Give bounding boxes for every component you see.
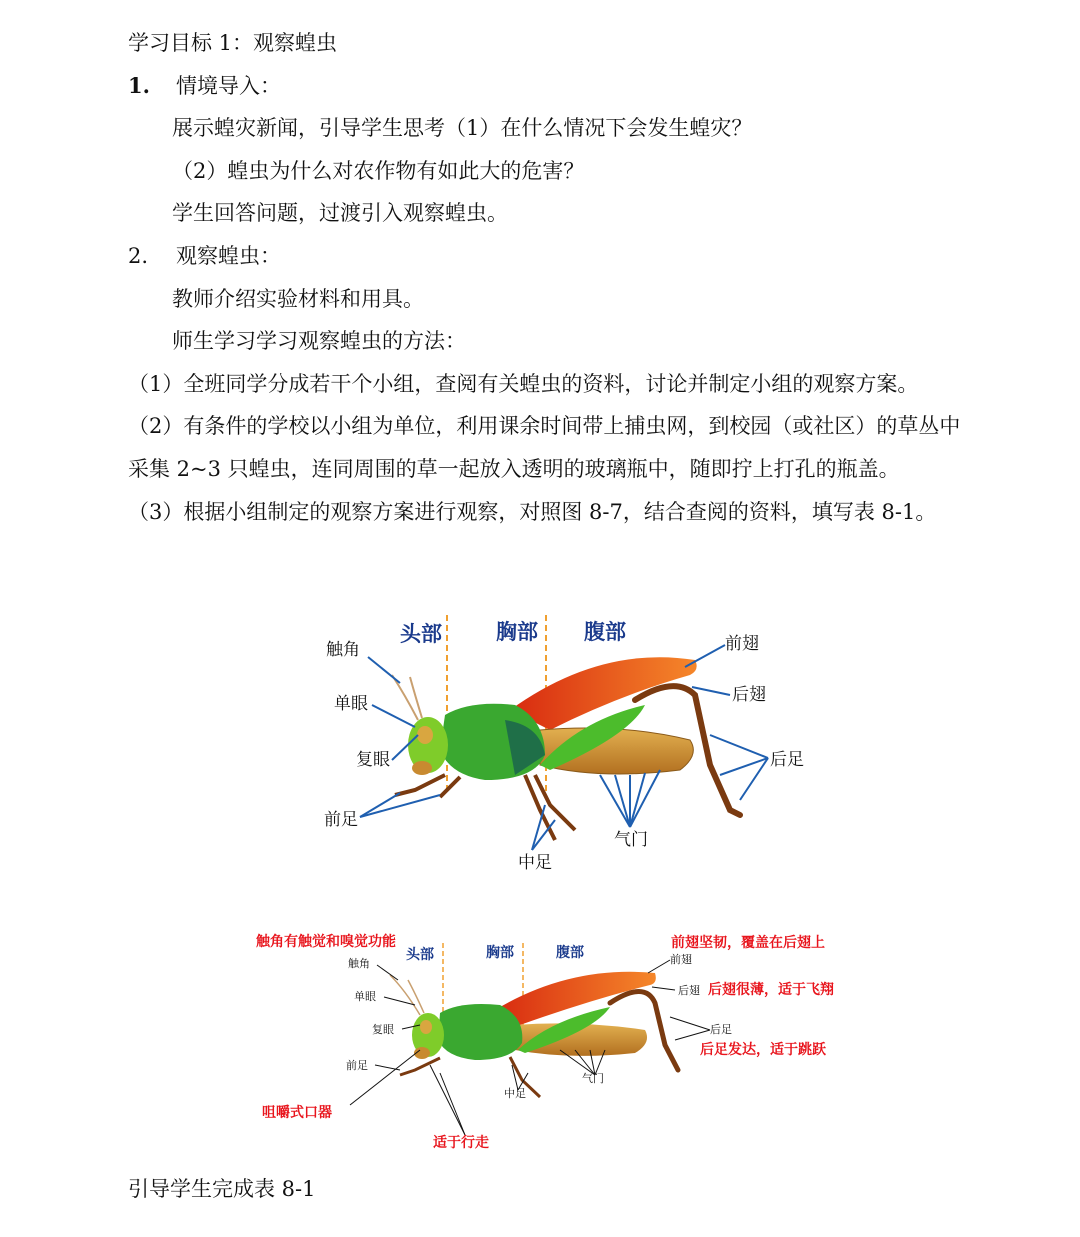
- section-title: 学习目标 1：观察蝗虫: [128, 31, 338, 55]
- region-head-label-2: 头部: [406, 947, 434, 963]
- spiracle-label: 气门: [614, 830, 648, 850]
- locust-diagram: [300, 605, 820, 880]
- method-item-3: （3）根据小组制定的观察方案进行观察，对照图 8-7，结合查阅的资料，填写表 8-1。: [128, 500, 937, 524]
- question-2: （2）蝗虫为什么对农作物有如此大的危害？: [172, 159, 585, 183]
- answer-paragraph: 学生回答问题，过渡引入观察蝗虫。: [172, 201, 508, 225]
- ocellus-label-2: 单眼: [354, 990, 376, 1003]
- antenna-label-2: 触角: [348, 957, 370, 970]
- step-1-number: 1.: [128, 73, 150, 98]
- step-2-title: 观察蝗虫：: [176, 244, 281, 268]
- step-2-heading: [128, 241, 281, 271]
- step-1-heading: [128, 71, 281, 101]
- closing-line: 引导学生完成表 8-1: [128, 1177, 316, 1201]
- locust-annotated-diagram: [250, 925, 870, 1155]
- teacher-paragraph: 教师介绍实验材料和用具。: [172, 287, 424, 311]
- hindwing-label: 后翅: [732, 685, 766, 705]
- note-antenna: 触角有触觉和嗅觉功能: [256, 934, 396, 950]
- method-item-2: （2）有条件的学校以小组为单位，利用课余时间带上捕虫网，到校园（或社区）的草丛中: [128, 414, 961, 438]
- midleg-label: 中足: [518, 853, 552, 873]
- foreleg-label: 前足: [324, 810, 358, 830]
- note-mouth: 咀嚼式口器: [262, 1105, 332, 1121]
- note-hindleg: 后足发达，适于跳跃: [700, 1042, 826, 1058]
- spiracle-label-2: 气门: [582, 1072, 604, 1085]
- forewing-label-2: 前翅: [670, 953, 692, 966]
- note-hindwing: 后翅很薄，适于飞翔: [708, 982, 834, 998]
- foreleg-label-2: 前足: [346, 1059, 368, 1072]
- hindleg-label: 后足: [770, 750, 804, 770]
- region-head-label: 头部: [400, 622, 442, 646]
- region-abdomen-label-2: 腹部: [556, 945, 584, 961]
- note-forewing: 前翅坚韧，覆盖在后翅上: [671, 935, 825, 951]
- hindleg-label-2: 后足: [710, 1023, 732, 1036]
- note-walk: 适于行走: [433, 1135, 489, 1151]
- step-1-title: 情境导入：: [176, 74, 281, 98]
- ocellus-label: 单眼: [334, 694, 368, 714]
- midleg-label-2: 中足: [504, 1087, 526, 1100]
- method-item-1: （1）全班同学分成若干个小组，查阅有关蝗虫的资料，讨论并制定小组的观察方案。: [128, 372, 919, 396]
- hindwing-label-2: 后翅: [678, 984, 700, 997]
- compound-eye-label: 复眼: [356, 750, 390, 770]
- method-item-2-cont: 采集 2~3 只蝗虫，连同周围的草一起放入透明的玻璃瓶中，随即拧上打孔的瓶盖。: [128, 457, 900, 481]
- antenna-label: 触角: [326, 640, 360, 660]
- region-thorax-label: 胸部: [496, 620, 538, 644]
- step-2-number: 2.: [128, 244, 149, 268]
- region-abdomen-label: 腹部: [584, 620, 626, 644]
- forewing-label: 前翅: [725, 634, 759, 654]
- intro-paragraph: 展示蝗灾新闻，引导学生思考（1）在什么情况下会发生蝗灾？: [172, 116, 753, 140]
- compound-eye-label-2: 复眼: [372, 1023, 394, 1036]
- method-paragraph: 师生学习学习观察蝗虫的方法：: [172, 329, 466, 353]
- region-thorax-label-2: 胸部: [486, 945, 514, 961]
